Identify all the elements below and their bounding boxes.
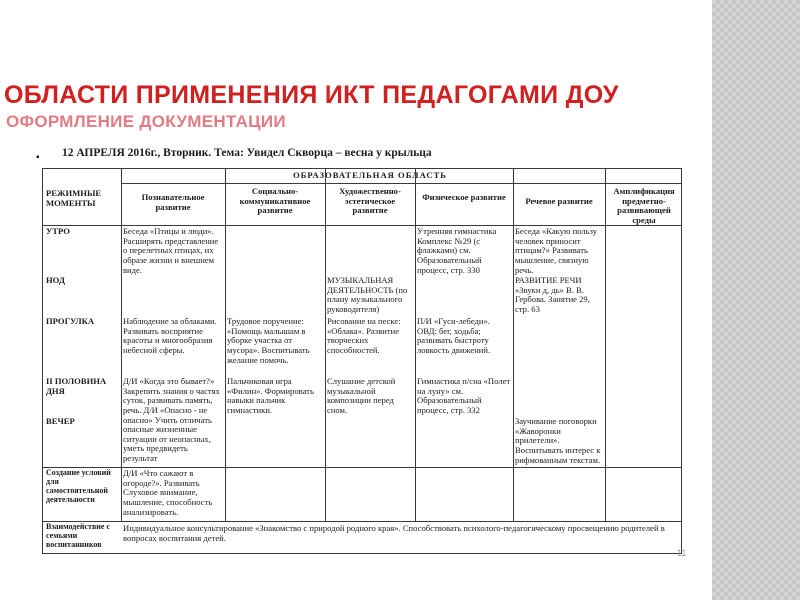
cell-social-walk: Трудовое поручение: «Помощь малышам в уборке участка от мусора». Воспитывать желание помочь. <box>227 317 310 365</box>
row-label-morning: УТРО <box>46 227 70 236</box>
decorative-stripe <box>712 0 800 600</box>
cell-social-second-half: Пальчиковая игра «Филин». Формировать навыки пальчик гимнастики. <box>227 377 314 415</box>
column-header: Социально-коммуникативное развитие <box>239 187 311 216</box>
slide-title: ОБЛАСТИ ПРИМЕНЕНИЯ ИКТ ПЕДАГОГАМИ ДОУ <box>4 81 619 109</box>
cell-family-row: Индивидуальное консультирование «Знакомство с природой родного края». Способствовать психолого-педагогическому просвещению родителей в вопросах воспитания детей. <box>123 524 665 543</box>
column-header: Амплификация предметно-развивающей среды <box>613 187 675 225</box>
cell-cognitive-walk: Наблюдение за облаками. Развивать восприятие красоты и многообразия небесной сферы. <box>123 317 217 355</box>
cell-physical-morning: Утренняя гимнастика Комплекс №29 (с флажками) см. Образовательный процесс, стр. 330 <box>417 227 497 275</box>
column-header: Познавательное развитие <box>141 193 205 212</box>
cell-cognitive-morning: Беседа «Птицы и люди». Расширять представление о перелетных птицах, их образе жизни и внешнем виде. <box>123 227 219 275</box>
slide-subtitle: ОФОРМЛЕНИЕ ДОКУМЕНТАЦИИ <box>6 112 286 131</box>
cell-cognitive-conditions: Д/И «Что сажают в огороде?». Развивать Слуховое внимание, мышление, способность анализировать. <box>123 469 213 517</box>
cell-cognitive-second-half: Д/И «Когда это бывает?» Закрепить знания о частях суток, развивать память, речь. Д/И «Опасно - не опасно» Учить отличать опасные жизненные ситуации от неопасных, уметь предвидеть результат <box>123 377 220 463</box>
cell-art-nod: МУЗЫКАЛЬНАЯ ДЕЯТЕЛЬНОСТЬ (по плану музыкального руководителя) <box>327 276 408 314</box>
cell-physical-second-half: Гимнастика п/сна «Полет на луну» см. Образовательный процесс, стр. 332 <box>417 377 511 415</box>
row-label-nod: НОД <box>46 276 65 285</box>
page-number: 11 <box>677 548 687 558</box>
column-header: Речевое развитие <box>525 197 593 206</box>
row-label-family: Взаимодействие с семьями воспитанников <box>46 523 110 549</box>
cell-physical-walk: П/И «Гуси-лебеди». ОВД: бег, ходьба; развивать быстроту ловкость движений. <box>417 317 491 355</box>
cell-speech-morning: Беседа «Какую пользу человек приносит птицам?» Развивать мышление, связную речь. <box>515 227 598 275</box>
row-label-walk: ПРОГУЛКА <box>46 317 95 326</box>
cell-art-second-half: Слушание детской музыкальной композиции перед сном. <box>327 377 396 415</box>
cell-speech-evening: Заучивание поговорки «Жаворонки прилетели». Воспитывать интерес к рифмованным текстам. <box>515 417 601 465</box>
row-label-second-half: II ПОЛОВИНА ДНЯ <box>46 377 107 396</box>
row-label-evening: ВЕЧЕР <box>46 417 75 426</box>
plan-table <box>42 168 682 554</box>
document-scan: ▪ 12 АПРЕЛЯ 2016г., Вторник. Тема: Увидел Скворца – весна у крыльца РЕЖИМНЫЕ МОМЕНТЫ ОБРАЗОВАТЕЛЬНАЯ ОБЛАСТЬ Познавательное развитие Социально-коммуникативное развитие Художественно-эстетическое развитие Физическое развитие Речевое развитие Амплификация предметно-развивающей среды УТРО НОД ПРОГУЛКА II ПОЛОВИНА ДНЯ ВЕЧЕР Создание условий для самостоятельной деятельности Взаимодействие с семьями воспитанников Беседа «Птицы и люди». Расширять представление о перелетных птицах, их образе жизни и внешнем виде. Наблюдение за облаками. Развивать восприятие красоты и многообразия небесной сферы. Д/И «Когда это бывает?» Закрепить знания о частях суток, развивать память, речь. Д/И «Опасно - не опасно» Учить отличать опасные жизненные ситуации от неопасных, уметь предвидеть результат Д/И «Что сажают в огороде?». Развивать Слуховое внимание, мышление, способность анализировать. Трудовое поручение: «Помощь малышам в уборке участка от мусора». Воспитывать желание помочь. Пальчиковая игра «Филин». Формировать навыки пальчик гимнастики. МУЗЫКАЛЬНАЯ ДЕЯТЕЛЬНОСТЬ (по плану музыкального руководителя) Рисование на песке: «Облака». Развитие творческих способностей. Слушание детской музыкальной композиции перед сном. Утренняя гимнастика Комплекс №29 (с флажками) см. Образовательный процесс, стр. 330 П/И «Гуси-лебеди». ОВД: бег, ходьба; развивать быстроту ловкость движений. Гимнастика п/сна «Полет на луну» см. Образовательный процесс, стр. 332 Беседа «Какую пользу человек приносит птицам?» Развивать мышление, связную речь. РАЗВИТИЕ РЕЧИ «Звуки д, дь» В. В. Гербова. Занятие 29, стр. 63 Заучивание поговорки «Жаворонки прилетели». Воспитывать интерес к рифмованным текстам. Индивидуальное консультирование «Знакомство с природой родного края». Способствовать психолого-педагогическому просвещению родителей в вопросах воспитания детей. <box>36 144 684 556</box>
column-header: Физическое развитие <box>422 193 506 202</box>
cell-art-walk: Рисование на песке: «Облака». Развитие творческих способностей. <box>327 317 401 355</box>
corner-header: РЕЖИМНЫЕ МОМЕНТЫ <box>46 189 102 208</box>
row-label-conditions: Создание условий для самостоятельной деятельности <box>46 469 111 504</box>
group-header: ОБРАЗОВАТЕЛЬНАЯ ОБЛАСТЬ <box>292 171 447 180</box>
document-heading: 12 АПРЕЛЯ 2016г., Вторник. Тема: Увидел Скворца – весна у крыльца <box>62 147 432 159</box>
column-header: Художественно-эстетическое развитие <box>339 187 401 216</box>
cell-speech-nod: РАЗВИТИЕ РЕЧИ «Звуки д, дь» В. В. Гербова. Занятие 29, стр. 63 <box>515 276 590 314</box>
